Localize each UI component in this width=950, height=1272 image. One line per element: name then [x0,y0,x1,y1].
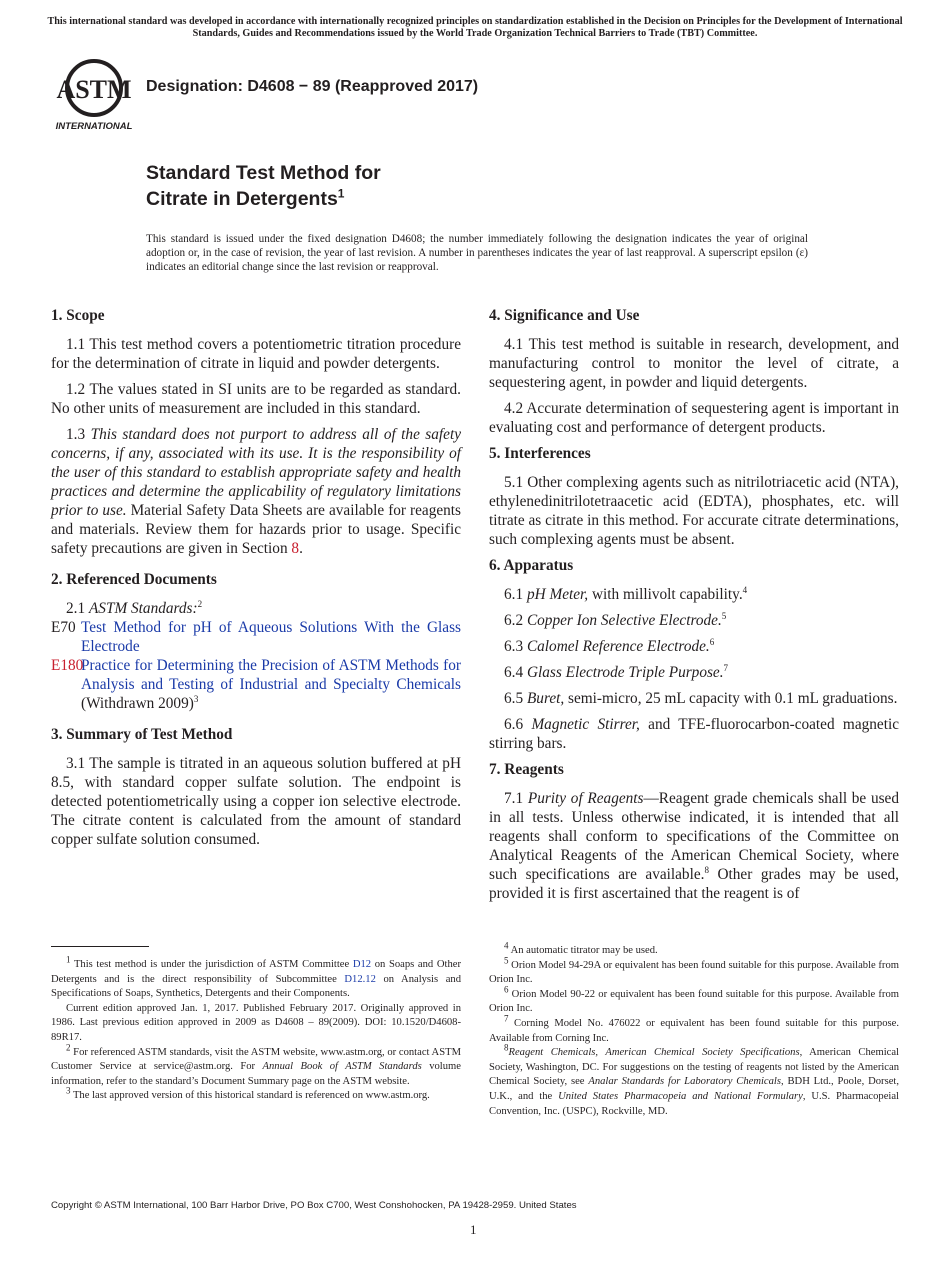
footnote-8 [489,1042,899,1119]
footnote-8-italic-3: United States Pharmacopeia and National Formulary [558,1090,803,1102]
item-rest: with millivolt capability. [588,586,743,603]
footnotes-left [51,954,461,1104]
item-fn[interactable]: 7 [723,662,729,673]
para-1-3-italic: This standard does not purport to address all of the safety concerns, if any, associated with its use. It is the responsibility of the user of this standard to establish appropriate safety and health practices and determine the applicability of regulatory limitations prior to use. [51,426,461,519]
footnote-7-text: Corning Model No. 476022 or equivalent has been found suitable for this purpose. Available from Corning Inc. [489,1017,899,1044]
apparatus-item [489,715,899,753]
footnote-4-num: 4 [504,940,509,951]
ref-e70 [51,618,461,656]
logo-org: INTERNATIONAL [55,121,133,132]
committee-d12-link[interactable]: D12 [352,959,372,970]
item-fn[interactable]: 4 [742,584,748,595]
footnote-4 [489,940,899,959]
footnote-3-num: 3 [66,1085,71,1096]
footnote-2-num: 2 [66,1042,71,1053]
apparatus-item [489,689,899,708]
item-rest: and TFE-fluorocarbon-coated magnetic stirring bars. [489,716,899,752]
footnote-8-num: 8 [504,1042,509,1053]
footnote-5-num: 5 [504,955,509,966]
item-num: 6.4 [504,664,527,681]
item-num: 6.3 [504,638,527,655]
section-heading-summary: 3. Summary of Test Method [51,726,233,743]
item-fn[interactable]: 6 [709,636,715,647]
astm-logo-icon [50,58,138,134]
footnote-1-text-b: on Soaps and Other Detergents and is the direct responsibility of Subcommittee [51,959,461,985]
right-column [489,306,899,910]
item-num: 6.6 [504,716,532,733]
para-7-1 [489,789,899,903]
copyright-footer: Copyright © ASTM International, 100 Barr Harbor Drive, PO Box C700, West Conshohocken, PA 19428-2959. United States [51,1200,577,1211]
para-5-1: 5.1 Other complexing agents such as nitrilotriacetic acid (NTA), ethylenedinitrilotetraacetic acid (EDTA), phosphates, etc. will titrate as citrate in this method. For accurate citrate determinations, such complexing agents must be absent. [489,474,899,548]
para-2-1-num: 2.1 [66,600,89,617]
footnote-8-text-c: , U.S. Pharmacopeial Convention, Inc. (USPC), Rockville, MD. [489,1090,899,1117]
footnote-8-italic-2: Analar Standards for Laboratory Chemicals [588,1076,781,1088]
title-line-1: Standard Test Method for [146,162,381,184]
footnote-7-num: 7 [504,1013,509,1024]
astm-logo [50,58,138,134]
ref-e180 [51,656,461,713]
footnote-divider-left [51,946,149,947]
designation: Designation: D4608 − 89 (Reapproved 2017) [146,78,479,95]
item-italic: Copper Ion Selective Electrode. [526,612,722,629]
footnote-6 [489,984,899,1017]
logo-letters: ASTM [56,75,132,104]
tbt-notice: This international standard was developed in accordance with internationally recognized principles on standardization established in the Decision on Principles for the Development of International Standards, Guides and Recommendations issued by the World Trade Organization Technical Barriers to Trade (TBT) Committee. [47,16,903,39]
footnote-8-italic-1: Reagent Chemicals, American Chemical Society Specifications [508,1047,800,1059]
apparatus-item [489,637,899,656]
item-fn[interactable]: 5 [721,610,727,621]
item-num: 6.5 [504,690,527,707]
footnote-5 [489,955,899,988]
left-column [51,306,461,856]
footnote-2-italic: Annual Book of ASTM Standards [262,1061,422,1073]
para-7-1-rest: —Reagent grade chemicals shall be used in all tests. Unless otherwise indicated, it is intended that all reagents shall conform to specifications of the Committee on Analytical Reagents of the American Chemical Society, where such specifications are available. [489,790,899,883]
apparatus-item [489,585,899,604]
ref-link-e70[interactable]: Test Method for pH of Aqueous Solutions With the Glass Electrode [81,619,461,655]
ref-code-e180[interactable]: E180 [51,657,84,674]
footnote-5-text: Orion Model 94-29A or equivalent has been found suitable for this purpose. Available from Orion Inc. [489,959,899,986]
para-4-2: 4.2 Accurate determination of sequestering agent is important in evaluating cost and performance of detergent products. [489,400,899,436]
para-2-1 [51,599,461,618]
section-heading-reagents: 7. Reagents [489,761,564,778]
footnote-7 [489,1013,899,1046]
item-rest: semi-micro, 25 mL capacity with 0.1 mL graduations. [564,690,898,707]
section-heading-interferences: 5. Interferences [489,445,591,462]
standard-note: This standard is issued under the fixed designation D4608; the number immediately following the designation indicates the year of original adoption or, in the case of revision, the year of last revision. A number in parentheses indicates the year of last reapproval. A superscript epsilon (ε) indicates an editorial change since the last revision or reapproval. [146,233,808,274]
ref-fn-e180[interactable]: 3 [193,693,199,704]
item-num: 6.1 [504,586,527,603]
item-italic: Glass Electrode Triple Purpose. [526,664,724,681]
para-7-1-fn[interactable]: 8 [704,864,709,875]
footnote-8-text-b: , BDH Ltd., Poole, Dorset, U.K., and the [489,1076,899,1102]
para-2-1-fn[interactable]: 2 [197,598,203,609]
subcommittee-d12-12-link[interactable]: D12.12 [344,973,376,985]
footnote-1 [51,954,461,1002]
para-1-1: 1.1 This test method covers a potentiometric titration procedure for the determination of citrate in liquid and powder detergents. [51,336,461,372]
para-7-1-num: 7.1 [504,790,528,807]
footnote-1-text-c: on Analysis and Specifications of Soaps, Synthetics, Detergents and their Components. [51,973,461,1000]
para-1-3-num: 1.3 [66,426,91,443]
footnote-8-text-a: , American Chemical Society, Washington, DC. For suggestions on the testing of reagents not listed by the American Chemical Society, see [489,1047,899,1088]
footnote-6-text: Orion Model 90-22 or equivalent has been found suitable for this purpose. Available from Orion Inc. [489,988,899,1015]
footnote-1-text-a: This test method is under the jurisdiction of ASTM Committee [70,959,353,970]
page-title [146,160,381,212]
footnote-3-text: The last approved version of this historical standard is referenced on www.astm.org. [70,1090,430,1102]
section-8-link[interactable]: 8 [291,540,300,557]
para-1-3 [51,425,461,558]
para-1-3-end: . [299,540,303,557]
para-7-1-italic: Purity of Reagents [527,790,644,807]
section-heading-apparatus: 6. Apparatus [489,557,574,574]
footnotes-right [489,940,899,1119]
item-num: 6.2 [504,612,527,629]
para-1-2: 1.2 The values stated in SI units are to be regarded as standard. No other units of measurement are included in this standard. [51,381,461,417]
footnote-1-edition: Current edition approved Jan. 1, 2017. Published February 2017. Originally approved in 1986. Last previous edition approved in 2009 as D4608 – 89(2009). DOI: 10.1520/D4608-89R17. [51,1002,461,1043]
ref-suffix-e180: (Withdrawn 2009) [81,695,194,712]
section-heading-scope: 1. Scope [51,307,105,324]
para-7-1-end: Other grades may be used, provided it is first ascertained that the reagent is of [489,866,899,902]
title-footnote-ref[interactable]: 1 [337,186,345,201]
ref-link-e180[interactable]: Practice for Determining the Precision of ASTM Methods for Analysis and Testing of Industrial and Specialty Chemicals [81,657,461,693]
para-3-1: 3.1 The sample is titrated in an aqueous solution buffered at pH 8.5, with standard copper sulfate solution. The endpoint is detected potentiometrically using a copper ion selective electrode. The citrate content is calculated from the amount of standard copper sulfate solution consumed. [51,755,461,848]
footnote-2-text-a: For referenced ASTM standards, visit the ASTM website, www.astm.org, or contact ASTM Customer Service at service@astm.org. For [51,1046,461,1073]
footnote-4-text: An automatic titrator may be used. [508,945,658,956]
item-italic: Calomel Reference Electrode. [526,638,710,655]
ref-code-e70: E70 [51,619,76,636]
section-heading-significance: 4. Significance and Use [489,307,640,324]
footnote-1-num: 1 [66,954,71,965]
item-italic: pH Meter, [526,586,589,603]
footnote-6-num: 6 [504,984,509,995]
footnote-2 [51,1042,461,1090]
footnote-3 [51,1085,461,1104]
page-number: 1 [470,1222,477,1237]
para-4-1: 4.1 This test method is suitable in research, development, and manufacturing control to monitor the level of citrate, a sequestering agent, in powder and liquid detergents. [489,336,899,391]
item-italic: Buret, [526,690,565,707]
apparatus-item [489,663,899,682]
para-2-1-italic: ASTM Standards: [88,600,198,617]
para-1-3-rest: Material Safety Data Sheets are available for reagents and materials. Review them for hazards prior to usage. Specific safety precautions are given in Section [51,502,461,557]
footnote-2-text-b: volume information, refer to the standard’s Document Summary page on the ASTM website. [51,1061,461,1087]
apparatus-item [489,611,899,630]
item-italic: Magnetic Stirrer, [531,716,640,733]
title-line-2: Citrate in Detergents [146,188,338,210]
section-heading-refdocs: 2. Referenced Documents [51,571,217,588]
